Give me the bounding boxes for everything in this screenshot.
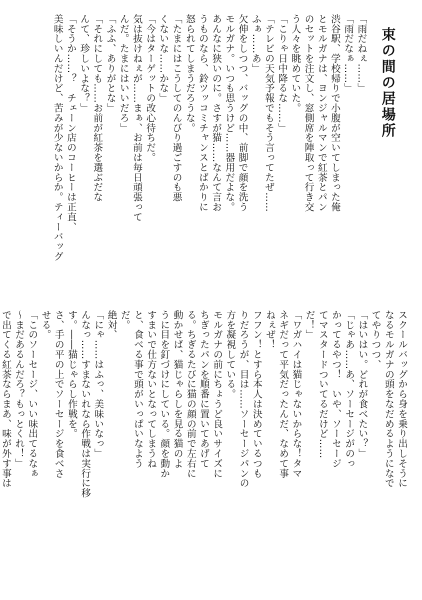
text-line: 「そうか……？ チェーン店のコーヒーは正直、 [64,14,76,232]
text-line: すまいで仕方ないとなってしまうね [145,310,157,469]
text-line: くないな……かな」 [157,14,169,104]
text-line: うに目を釘づけにしている。顔を動か [158,310,170,479]
text-line: 「じゃあ……あ、ソーセージがのっ [343,310,355,469]
text-line: ネギだって平気だったんだ、なめて事 [277,310,289,479]
text-line: 「雨だねぇ……」 [355,14,367,94]
text-line: モルガナの前にちょうど良いサイズに [211,310,223,479]
text-line: 動かせば、猫じゃらしを見る猫のよ [171,310,183,469]
text-line: 絶対、 [105,310,117,340]
document-page [0,14,408,586]
text-line: あんなに狭いのに。さすが猫……なんて言お [210,14,222,212]
text-line: ふぁ……あ」 [249,14,261,74]
chapter-title: 束の間の居場所 [379,27,396,140]
text-line: 〜まだあるんだろ？もっとくれ！」 [13,310,25,469]
text-line: だ。 [118,310,130,330]
text-line: んて、珍しいよな？」 [78,14,90,113]
text-line: 「このソーセージ、いい味出てるなぁ [26,310,38,479]
text-line: 「テレビの天気予報でもそう言ってたぜ…… [262,14,274,212]
text-line: てやりつつ、 [369,310,381,370]
text-line: りだろうが、目は……ソーセージパンの [237,310,249,489]
text-line: スクールバッグから身を乗り出しそうに [396,310,407,489]
text-line: うものなら、鈴ツッコミチャンスとばかりに [196,14,208,212]
text-line: 「ワガハイは猫じゃないからな！タマ [290,310,302,479]
text-line: とモルガナは、ヨンジャルマンで紅茶とパン [315,14,327,212]
text-line: る。ちぎるたびに猫の顔の前で左右に [184,310,196,479]
text-line: かってるやつ！ いや、ソーセージ [329,310,341,469]
text-line: てマスタードついてるだけど…… [316,310,328,459]
text-line: ちぎったパンを順番に置いてあげて [197,310,209,469]
text-line: 気は抜けねぇが……まぁ、お前は毎日頑張って [130,14,142,222]
text-line: のセットを注文し、窓側席を陣取って行き交 [302,14,314,212]
text-line: 「たまにはこうしてのんびり過ごすのも悪 [170,14,182,203]
text-line: す。――猫じゃらし作戦を。 [65,310,77,439]
text-line: と、食べる事で頭がいっぱいなよう [131,310,143,469]
text-line: モルガナ。いつも思うけど……器用だよな。 [223,14,235,212]
text-line: 美味しいんだけど、苦みが少ないからか。ティーバッグ [51,14,63,262]
text-line: で出てくる紅茶ならまあ、味が外す事は [0,310,11,489]
text-line: 「はいはい。どれが食べたい？」 [356,310,368,459]
bottom-text-block [0,310,408,586]
text-line: 方を凝視している。 [224,310,236,400]
top-text-block [51,14,408,290]
text-line: せる。 [39,310,51,340]
text-line: 怒られてしまうだろうな。 [183,14,195,133]
text-line: んだ。たまにはいいだろ」 [117,14,129,133]
text-line: さ、手の平の上でソーセージを食べさ [52,310,64,479]
text-line: 「それにしても……お前が紅茶を選ぶだな [91,14,103,203]
text-line: 「にゃ……はふっ、美味いなっ」 [92,310,104,459]
text-line: なるモルガナの頭をなだめるようになで [382,310,394,489]
text-line: んなっ……すまないれなら作戦は実行に移 [79,310,91,499]
text-line: 「ふふ、ありがとな」 [104,14,116,113]
text-line: う人々を眺めていた。 [289,14,301,113]
text-line: フフン！とすら本人は決めているつも [250,310,262,479]
text-line: 「こりゃ日中降るな……」 [276,14,288,133]
text-line: ねぇぜ！ [263,310,275,350]
text-line: だ！」 [303,310,315,340]
text-line: 渋谷駅、学校帰りで小腹が空いてしまった俺 [328,14,340,212]
text-line: 「今はターゲットの改心待ちだ。 [144,14,156,163]
text-line: 欠伸をしつつ、バッグの中、前脚で顔を洗う [236,14,248,212]
text-line: 「雨だなぁ……」 [342,14,354,94]
